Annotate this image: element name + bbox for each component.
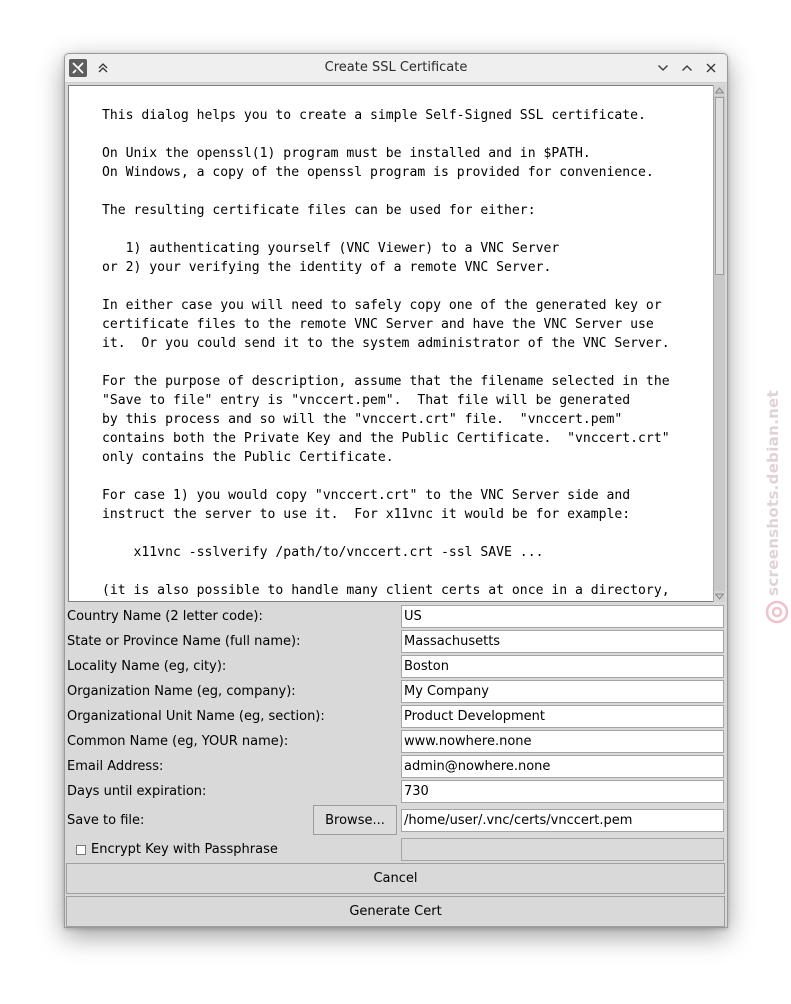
cancel-button[interactable]: Cancel (66, 863, 725, 894)
ssl-dialog-window (64, 53, 728, 928)
title-bar[interactable] (65, 54, 727, 83)
maximize-icon[interactable] (677, 58, 697, 78)
minimize-icon[interactable] (653, 58, 673, 78)
state-label: State or Province Name (full name): (67, 634, 301, 649)
organization-label: Organization Name (eg, company): (67, 684, 296, 699)
window-title: Create SSL Certificate (324, 60, 468, 75)
state-row (65, 629, 727, 654)
browse-button[interactable]: Browse... (313, 805, 397, 835)
info-text: This dialog helps you to create a simple Self-Signed SSL certificate. On Unix the openssl(1) program must be installed and in $PATH. On Windows, a copy of the openssl program is provided for convenience. The resulting certificate files can be used for either: 1) authenticating yourself (VNC Viewer) to a VNC Server or 2) your verifying the identity of a remote VNC Server. In either case you will need to safely copy one of the generated key or certificate files to the remote VNC Server and have the VNC Server use it. Or you could send it to the system administrator of the VNC Server. For the purpose of description, assume that the filename selected in the "Save to file" entry is "vnccert.pem". That file will be generated by this process and so will the "vnccert.crt" file. "vnccert.pem" contains both the Private Key and the Public Certificate. "vnccert.crt" only contains the Public Certificate. For case 1) you would copy "vnccert.crt" to the VNC Server side and instruct the server to use it. For x11vnc it would be for example: x11vnc -sslverify /path/to/vnccert.crt -ssl SAVE ... (it is also possible to handle many client certs at once in a directory, (102, 108, 670, 598)
org-unit-label: Organizational Unit Name (eg, section): (67, 709, 325, 724)
organization-input[interactable] (401, 680, 724, 703)
watermark-text: screenshots.debian.net (764, 390, 782, 596)
common-name-row (65, 729, 727, 754)
org-unit-input[interactable] (401, 705, 724, 728)
scroll-down-icon[interactable] (714, 591, 725, 602)
common-name-input[interactable] (401, 730, 724, 753)
email-input[interactable] (401, 755, 724, 778)
watermark (764, 390, 791, 630)
encrypt-checkbox[interactable] (76, 845, 86, 855)
save-file-label: Save to file: (67, 813, 145, 828)
save-file-row (65, 808, 727, 833)
passphrase-input[interactable] (401, 838, 724, 861)
scroll-up-icon[interactable] (714, 85, 725, 96)
org-unit-row (65, 704, 727, 729)
encrypt-row (65, 837, 727, 862)
scrollbar-thumb[interactable] (715, 97, 724, 275)
common-name-label: Common Name (eg, YOUR name): (67, 734, 289, 749)
info-text-area[interactable] (68, 85, 714, 602)
state-input[interactable] (401, 630, 724, 653)
days-input[interactable] (401, 780, 724, 803)
encrypt-label[interactable]: Encrypt Key with Passphrase (91, 842, 278, 857)
close-icon[interactable] (701, 58, 721, 78)
vertical-scrollbar[interactable] (713, 85, 725, 602)
days-row (65, 779, 727, 804)
save-file-input[interactable] (401, 809, 724, 832)
organization-row (65, 679, 727, 704)
locality-label: Locality Name (eg, city): (67, 659, 227, 674)
generate-cert-button[interactable]: Generate Cert (66, 896, 725, 927)
days-label: Days until expiration: (67, 784, 207, 799)
country-row (65, 604, 727, 629)
email-label: Email Address: (67, 759, 164, 774)
debian-logo-icon (765, 600, 789, 624)
country-input[interactable] (401, 605, 724, 628)
locality-row (65, 654, 727, 679)
email-row (65, 754, 727, 779)
country-label: Country Name (2 letter code): (67, 609, 263, 624)
locality-input[interactable] (401, 655, 724, 678)
